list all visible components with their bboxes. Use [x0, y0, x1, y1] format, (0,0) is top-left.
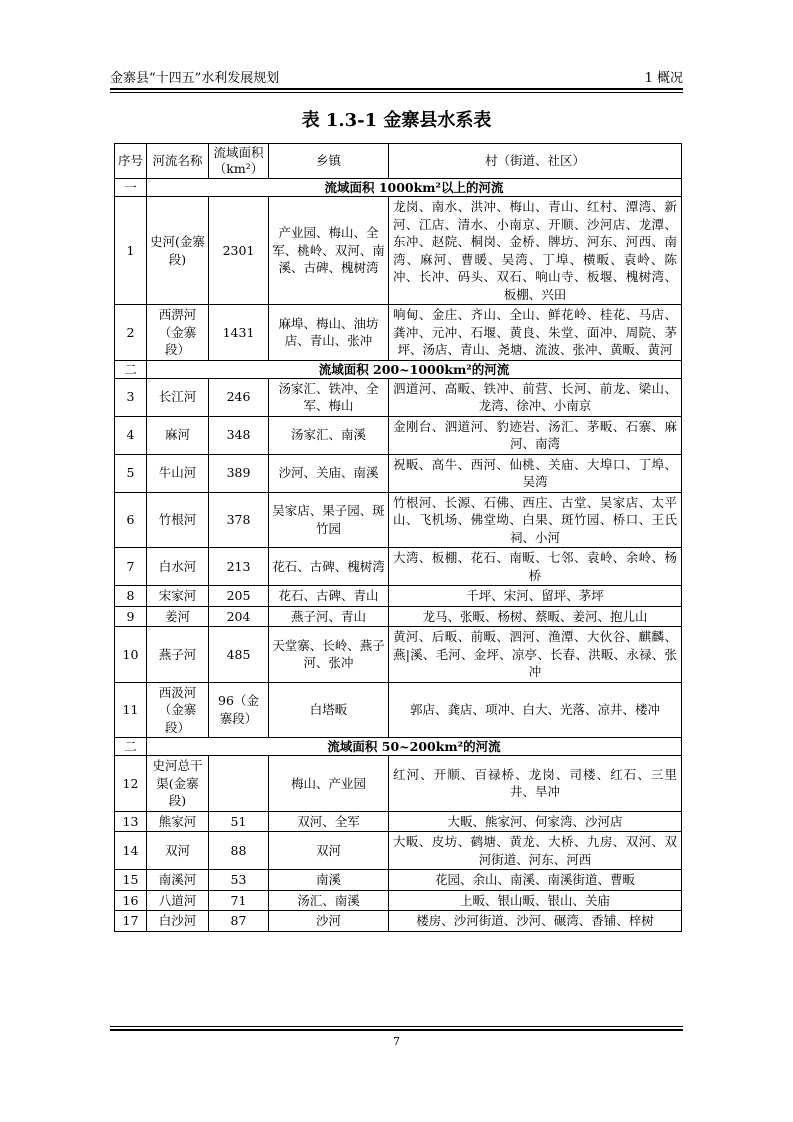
table-row: [115, 832, 682, 870]
villages: 楼房、沙河街道、沙河、碾湾、香铺、梓树: [389, 911, 682, 932]
table-row: [115, 606, 682, 627]
basin-area: 389: [209, 454, 269, 492]
basin-area: 2301: [209, 197, 269, 305]
page-header: [110, 66, 683, 86]
table-row: [115, 197, 682, 305]
section-number: 一: [115, 179, 147, 197]
header-rule: [110, 88, 683, 90]
basin-area: 246: [209, 378, 269, 416]
basin-area: 88: [209, 832, 269, 870]
col-header-village: 村（街道、社区）: [389, 144, 682, 179]
villages: 金刚台、泗道河、豹迹岩、汤汇、茅畈、石寨、麻河、南湾: [389, 416, 682, 454]
river-name: 白水河: [147, 548, 209, 586]
row-number: 8: [115, 586, 147, 607]
river-name: 牛山河: [147, 454, 209, 492]
basin-area: 51: [209, 811, 269, 832]
table-row: [115, 911, 682, 932]
table-row: [115, 454, 682, 492]
table-row: [115, 811, 682, 832]
table-row: [115, 870, 682, 891]
villages: 黄河、后畈、前畈、泗河、渔潭、大伙谷、麒麟、燕|溪、毛河、金坪、凉亭、长春、洪畈、永禄、张冲: [389, 627, 682, 683]
col-header-township: 乡镇: [269, 144, 389, 179]
river-name: 长江河: [147, 378, 209, 416]
table-row: [115, 627, 682, 683]
river-name: 燕子河: [147, 627, 209, 683]
township: 产业园、梅山、全军、桃岭、双河、南溪、古碑、槐树湾: [269, 197, 389, 305]
township: 吴家店、果子园、斑竹园: [269, 492, 389, 548]
row-number: 17: [115, 911, 147, 932]
row-number: 7: [115, 548, 147, 586]
row-number: 1: [115, 197, 147, 305]
section-title: 流域面积 1000km²以上的河流: [147, 179, 682, 197]
table-row: [115, 586, 682, 607]
township: 白塔畈: [269, 682, 389, 738]
township: 沙河、关庙、南溪: [269, 454, 389, 492]
villages: 红河、开顺、百禄桥、龙岗、司楼、红石、三里井、旱冲: [389, 756, 682, 812]
villages: 上畈、银山畈、银山、关庙: [389, 890, 682, 911]
table-row: [115, 548, 682, 586]
header-document-title: 金寨县“十四五”水利发展规划: [110, 71, 280, 86]
river-name: 史河(金寨段): [147, 197, 209, 305]
township: 燕子河、青山: [269, 606, 389, 627]
basin-area: 485: [209, 627, 269, 683]
township: 天堂寨、长岭、燕子河、张冲: [269, 627, 389, 683]
table-row: [115, 756, 682, 812]
villages: 泗道河、高畈、铁冲、前营、长河、前龙、梁山、龙湾、徐冲、小南京: [389, 378, 682, 416]
row-number: 10: [115, 627, 147, 683]
water-system-table: [114, 143, 682, 932]
basin-area: 87: [209, 911, 269, 932]
table-title: 表 1.3-1 金寨县水系表: [301, 110, 492, 131]
villages: 郭店、龚店、项冲、白大、光落、凉井、楼冲: [389, 682, 682, 738]
river-name: 八道河: [147, 890, 209, 911]
river-name: 熊家河: [147, 811, 209, 832]
township: 双河: [269, 832, 389, 870]
villages: 大湾、板棚、花石、南畈、七邻、袁岭、余岭、杨桥: [389, 548, 682, 586]
row-number: 2: [115, 305, 147, 361]
section-row: [115, 360, 682, 378]
river-name: 姜河: [147, 606, 209, 627]
river-name: 竹根河: [147, 492, 209, 548]
township: 沙河: [269, 911, 389, 932]
table-row: [115, 305, 682, 361]
river-name: 史河总干渠(金寨段): [147, 756, 209, 812]
villages: 千坪、宋河、留坪、茅坪: [389, 586, 682, 607]
villages: 龙马、张畈、杨树、蔡畈、姜河、抱儿山: [389, 606, 682, 627]
row-number: 12: [115, 756, 147, 812]
col-header-num: 序号: [115, 144, 147, 179]
basin-area: 96（金寨段）: [209, 682, 269, 738]
river-name: 白沙河: [147, 911, 209, 932]
river-name: 宋家河: [147, 586, 209, 607]
basin-area: [209, 756, 269, 812]
row-number: 13: [115, 811, 147, 832]
table-body: [115, 179, 682, 932]
river-name: 西汲河（金寨段）: [147, 682, 209, 738]
basin-area: 204: [209, 606, 269, 627]
villages: 大畈、皮坊、鹤塘、黄龙、大桥、九房、双河、双河街道、河东、河西: [389, 832, 682, 870]
table-header-row: [115, 144, 682, 179]
table-row: [115, 492, 682, 548]
villages: 龙岗、南水、洪冲、梅山、青山、红村、潭湾、新河、江店、清水、小南京、开顺、沙河店、龙潭、东冲、赵院、桐岗、金桥、牌坊、河东、河西、南湾、麻河、曹暖、吴湾、丁埠、横畈、袁岭、陈冲、长冲、码头、双石、响山寺、板堰、槐树湾、板棚、兴田: [389, 197, 682, 305]
villages: 花园、余山、南溪、南溪街道、曹畈: [389, 870, 682, 891]
basin-area: 53: [209, 870, 269, 891]
row-number: 4: [115, 416, 147, 454]
col-header-area-label: 流域面积: [213, 145, 264, 160]
villages: 响甸、金庄、齐山、全山、鲜花岭、桂花、马店、龚冲、元冲、石堰、黄良、朱堂、面冲、周院、茅坪、汤店、青山、尧塘、流波、张冲、黄畈、黄河: [389, 305, 682, 361]
section-row: [115, 179, 682, 197]
table-row: [115, 890, 682, 911]
page-number: 7: [393, 1035, 400, 1048]
township: 汤家汇、南溪: [269, 416, 389, 454]
basin-area: 348: [209, 416, 269, 454]
township: 汤汇、南溪: [269, 890, 389, 911]
row-number: 6: [115, 492, 147, 548]
col-header-area-unit: （km²）: [213, 161, 264, 176]
river-name: 麻河: [147, 416, 209, 454]
river-name: 西淠河（金寨段）: [147, 305, 209, 361]
township: 麻埠、梅山、油坊店、青山、张冲: [269, 305, 389, 361]
township: 花石、古碑、青山: [269, 586, 389, 607]
section-number: 二: [115, 738, 147, 756]
township: 花石、古碑、槐树湾: [269, 548, 389, 586]
row-number: 14: [115, 832, 147, 870]
footer-rule-secondary: [110, 1026, 683, 1027]
table-row: [115, 416, 682, 454]
villages: 大畈、熊家河、何家湾、沙河店: [389, 811, 682, 832]
header-chapter: 1 概况: [644, 71, 683, 86]
villages: 竹根河、长源、石佛、西庄、古堂、吴家店、太平山、飞机场、佛堂坳、白果、斑竹园、桥口、王氏祠、小河: [389, 492, 682, 548]
row-number: 9: [115, 606, 147, 627]
row-number: 5: [115, 454, 147, 492]
footer-rule: [110, 1029, 683, 1031]
table-row: [115, 378, 682, 416]
basin-area: 205: [209, 586, 269, 607]
river-name: 双河: [147, 832, 209, 870]
township: 南溪: [269, 870, 389, 891]
col-header-area: [209, 144, 269, 179]
header-rule-secondary: [110, 92, 683, 93]
row-number: 15: [115, 870, 147, 891]
section-number: 二: [115, 360, 147, 378]
villages: 祝畈、高牛、西河、仙桃、关庙、大埠口、丁埠、吴湾: [389, 454, 682, 492]
basin-area: 213: [209, 548, 269, 586]
township: 梅山、产业园: [269, 756, 389, 812]
township: 汤家汇、铁冲、全军、梅山: [269, 378, 389, 416]
basin-area: 378: [209, 492, 269, 548]
row-number: 16: [115, 890, 147, 911]
river-name: 南溪河: [147, 870, 209, 891]
row-number: 11: [115, 682, 147, 738]
row-number: 3: [115, 378, 147, 416]
basin-area: 1431: [209, 305, 269, 361]
section-title: 流域面积 50~200km²的河流: [147, 738, 682, 756]
section-row: [115, 738, 682, 756]
township: 双河、全军: [269, 811, 389, 832]
basin-area: 71: [209, 890, 269, 911]
section-title: 流域面积 200~1000km²的河流: [147, 360, 682, 378]
table-row: [115, 682, 682, 738]
col-header-river: 河流名称: [147, 144, 209, 179]
